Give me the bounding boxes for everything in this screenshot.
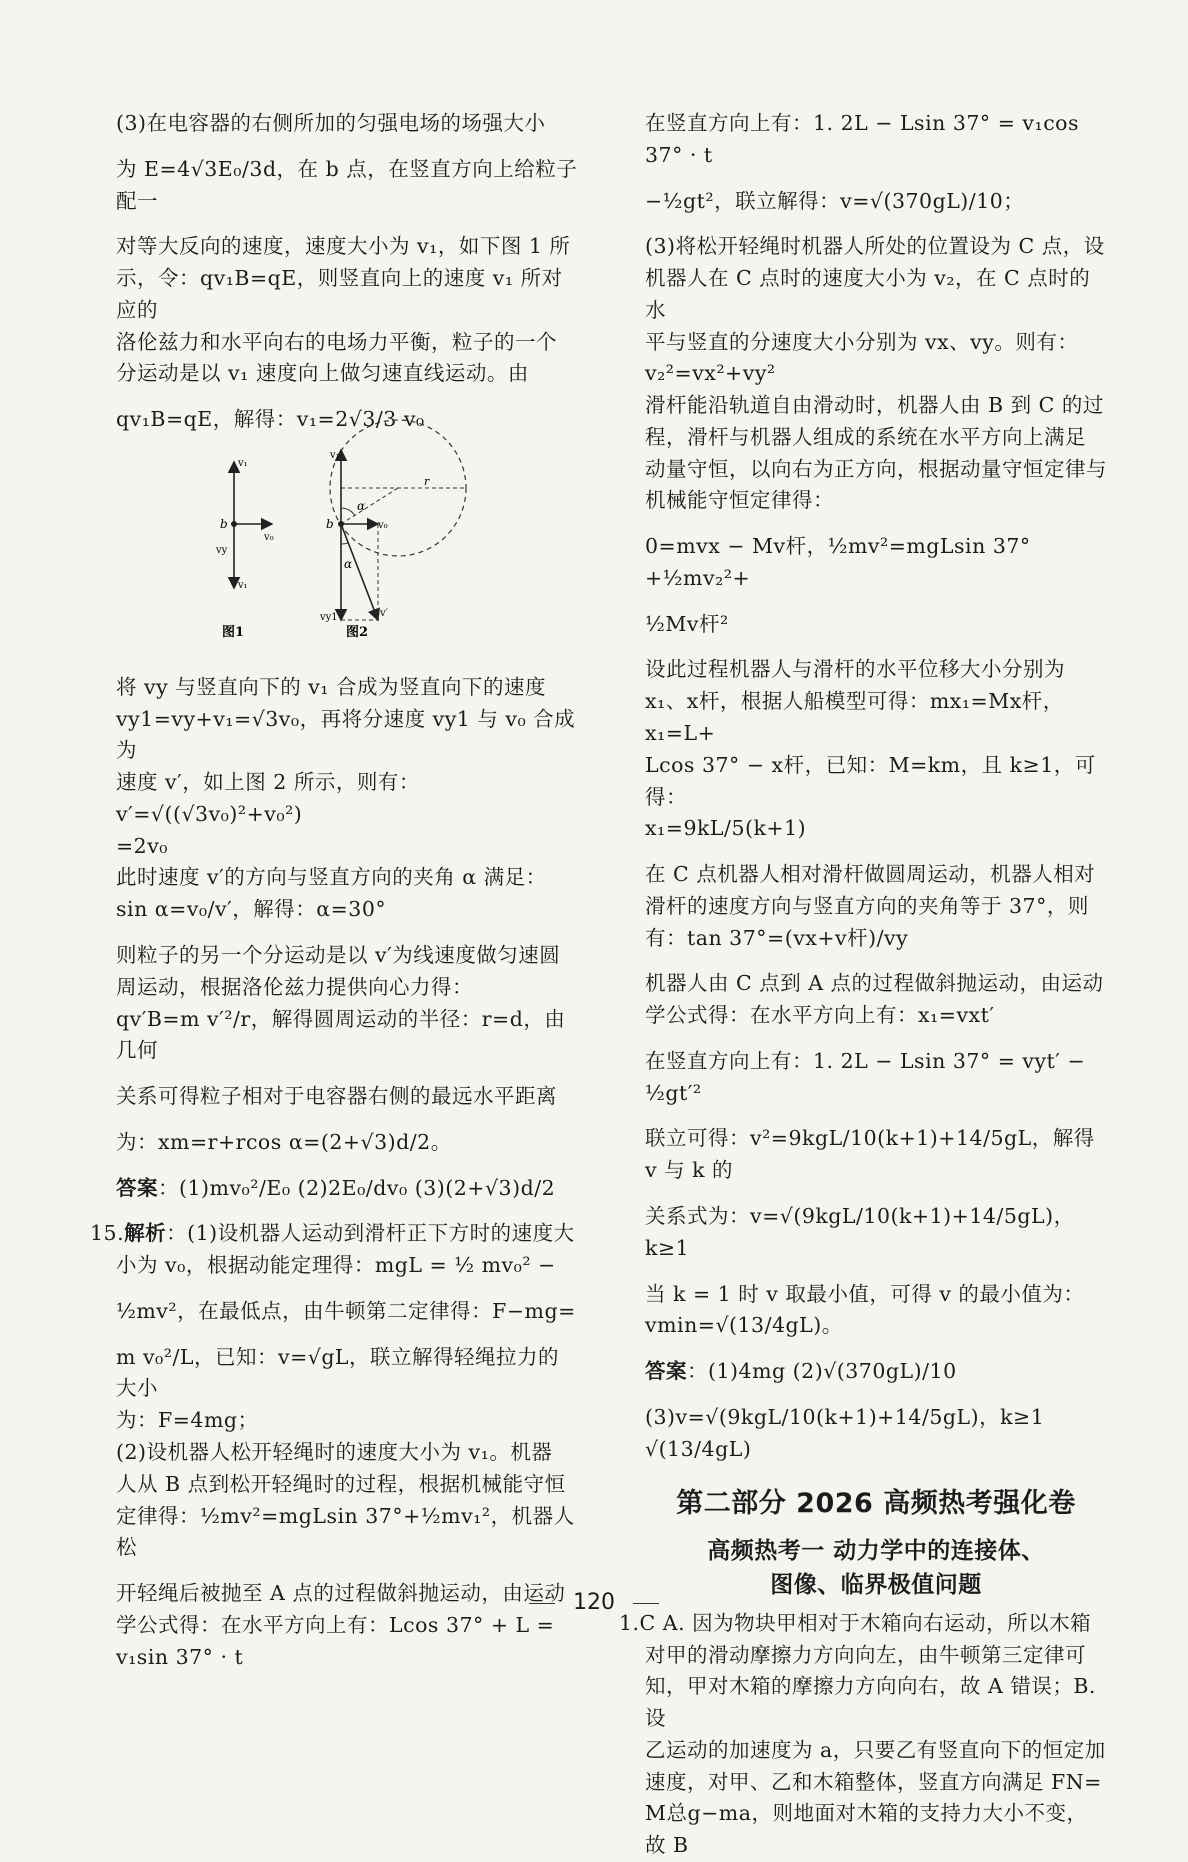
text-line: 当 k = 1 时 v 取最小值，可得 v 的最小值为： [645, 1281, 1085, 1306]
text-line: 机器人在 C 点时的速度大小为 v₂，在 C 点时的水 [645, 266, 1091, 322]
subsection-title: 图像、临界极值问题 [770, 1571, 982, 1598]
text-line: 洛伦兹力和水平向右的电场力平衡，粒子的一个 [116, 329, 557, 354]
fig1-point-b [231, 521, 237, 527]
text-line: 学公式得：在水平方向上有：x₁=vxt′ [645, 1003, 995, 1028]
text-line: 联立可得：v²=9kgL/10(k+1)+14/5gL，解得 v 与 k 的 [645, 1126, 1095, 1183]
text-line: 学公式得：在水平方向上有：Lcos 37° + L = [116, 1612, 555, 1637]
text-line: 将 vy 与竖直向下的 v₁ 合成为竖直向下的速度 [116, 674, 547, 699]
velocity-diagram [216, 448, 470, 662]
text-line: qv′B=m v′²/r，解得圆周运动的半径：r=d，由几何 [116, 1006, 566, 1063]
fig2-label-vy1: vy1 [320, 611, 338, 623]
page-number-text: 120 [573, 1590, 615, 1615]
fig2-label-alpha-bottom: α [344, 556, 353, 571]
answer-text: ：(1)4mg (2)√(370gL)/10 [687, 1359, 957, 1384]
text-line: 定律得：½mv²=mgLsin 37°+½mv₁²，机器人松 [116, 1503, 575, 1560]
answer-text: ：(1)mv₀²/E₀ (2)2E₀/dv₀ (3)(2+√3)d/2 [158, 1175, 556, 1200]
text-line: 为 E=4√3E₀/3d，在 b 点，在竖直方向上给粒子配一 [116, 156, 578, 213]
text-line: (3)在电容器的右侧所加的匀强电场的场强大小 [116, 111, 546, 135]
divider [633, 1603, 659, 1604]
text-line: =2v₀ [116, 833, 169, 858]
text-line: 设此过程机器人与滑杆的水平位移大小分别为 [645, 657, 1065, 682]
text-line: 对等大反向的速度，速度大小为 v₁，如下图 1 所 [116, 234, 571, 259]
analysis-label: 解析 [124, 1221, 167, 1246]
text-line: 滑杆能沿轨道自由滑动时，机器人由 B 到 C 的过 [645, 393, 1104, 418]
text-line: 机器人由 C 点到 A 点的过程做斜抛运动，由运动 [645, 971, 1104, 996]
text-line: x₁、x杆，根据人船模型可得：mx₁=Mx杆，x₁=L+ [645, 689, 1064, 746]
fig2-radius [341, 488, 398, 524]
text-line: ½Mv杆² [645, 611, 729, 636]
text-line: v₂²=vx²+vy² [645, 361, 776, 386]
fig2-angle-arc-bottom [341, 543, 348, 544]
text-line: (2)设机器人松开轻绳时的速度大小为 v₁。机器 [116, 1439, 553, 1464]
text-line: vy1=vy+v₁=√3v₀，再将分速度 vy1 与 v₀ 合成为 [116, 706, 576, 763]
text-line: 对甲的滑动摩擦力方向向左，由牛顿第三定律可 [645, 1642, 1086, 1667]
text-line: 在竖直方向上有：1. 2L − Lsin 37° = v₁cos 37° · t [645, 111, 1080, 167]
text-line: 关系可得粒子相对于电容器右侧的最远水平距离 [116, 1084, 557, 1109]
text-line: x₁=9kL/5(k+1) [645, 816, 807, 841]
text-line: 此时速度 v′的方向与竖直方向的夹角 α 满足： [116, 865, 547, 890]
fig1-label-b: b [220, 516, 228, 531]
page-number [0, 1590, 1188, 1615]
text-line: 则粒子的另一个分运动是以 v′为线速度做匀速圆 [116, 943, 561, 968]
text-line: 周运动，根据洛伦兹力提供向心力得： [116, 974, 473, 999]
fig2-caption: 图2 [346, 624, 369, 640]
fig2-vprime-arrow [341, 524, 378, 620]
left-column [90, 108, 578, 1673]
text-line: 乙运动的加速度为 a，只要乙有竖直向下的恒定加 [645, 1737, 1106, 1762]
text-line: 在 C 点机器人相对滑杆做圆周运动，机器人相对 [645, 862, 1096, 887]
text-line: 关系式为：v=√(9kgL/10(k+1)+14/5gL)，k≥1 [645, 1203, 1075, 1260]
fig2-label-v1: v₁ [330, 449, 340, 461]
text-line: 机械能守恒定律得： [645, 488, 834, 513]
answer-label: 答案 [116, 1175, 158, 1200]
text-line: qv₁B=qE，解得：v₁=2√3/3 v₀ [116, 407, 425, 432]
text-line: ：(1)设机器人运动到滑杆正下方时的速度大 [166, 1221, 575, 1246]
text-line: 有：tan 37°=(vx+v杆)/vy [645, 925, 909, 950]
text-line: 平与竖直的分速度大小分别为 vx、vy。则有： [645, 329, 1079, 354]
fig2-label-alpha-top: α [357, 498, 366, 513]
text-line: 为：xm=r+rcos α=(2+√3)d/2。 [116, 1129, 452, 1154]
question-15-line [90, 1218, 578, 1250]
answer-line-3: (3)v=√(9kgL/10(k+1)+14/5gL)，k≥1 √(13/4gL) [645, 1404, 1045, 1461]
fig2-label-vprime: v′ [380, 607, 388, 619]
fig2-angle-arc-top [341, 508, 355, 516]
text-line: 在竖直方向上有：1. 2L − Lsin 37° = vyt′ − ½gt′² [645, 1048, 1086, 1105]
divider [529, 1603, 555, 1604]
fig1-label-v1-bottom: v₁ [238, 579, 248, 591]
text-line: Lcos 37° − x杆，已知：M=km，且 k≥1，可得： [645, 752, 1096, 809]
text-line: 小为 v₀，根据动能定理得：mgL = ½ mv₀² − [116, 1253, 556, 1278]
text-line: 为：F=4mg； [116, 1408, 259, 1433]
text-line: sin α=v₀/v′，解得：α=30° [116, 897, 387, 922]
text-line: 0=mvx − Mv杆，½mv²=mgLsin 37°+½mv₂²+ [645, 534, 1031, 590]
text-line: v₁sin 37° · t [116, 1644, 244, 1669]
text-line: 1.C A. 因为物块甲相对于木箱向右运动，所以木箱 [619, 1610, 1092, 1635]
fig2-label-v0: v₀ [378, 519, 388, 531]
answer-line [645, 1356, 1107, 1388]
fig1-label-vy: vy [216, 544, 228, 556]
subsection-title: 高频热考一 动力学中的连接体、 [707, 1538, 1045, 1565]
text-line: M总g−ma，则地面对木箱的支持力大小不变，故 B [645, 1801, 1088, 1858]
fig2-label-b: b [326, 516, 334, 531]
text-line: −½gt²，联立解得：v=√(370gL)/10； [645, 188, 1025, 213]
text-line: ½mv²，在最低点，由牛顿第二定律得：F−mg= [116, 1298, 576, 1323]
text-line: 开轻绳后被抛至 A 点的过程做斜抛运动，由运动 [116, 1581, 566, 1606]
text-line: 人从 B 点到松开轻绳时的过程，根据机械能守恒 [116, 1471, 566, 1496]
text-line: 程，滑杆与机器人组成的系统在水平方向上满足 [645, 424, 1086, 449]
text-line: 示，令：qv₁B=qE，则竖直向上的速度 v₁ 所对应的 [116, 266, 563, 322]
text-line: (3)将松开轻绳时机器人所处的位置设为 C 点，设 [645, 234, 1105, 259]
answer-line [116, 1173, 578, 1205]
text-line: 滑杆的速度方向与竖直方向的夹角等于 37°，则 [645, 893, 1089, 918]
text-line: 速度，对甲、乙和木箱整体，竖直方向满足 FN= [645, 1769, 1102, 1794]
fig2-point-b [338, 521, 344, 527]
fig1-label-v0: v₀ [264, 531, 274, 543]
text-line: 分运动是以 v₁ 速度向上做匀速直线运动。由 [116, 361, 529, 386]
text-line: 知，甲对木箱的摩擦力方向向右，故 A 错误；B. 设 [645, 1674, 1096, 1731]
text-line: 速度 v′，如上图 2 所示，则有：v′=√((√3v₀)²+v₀²) [116, 770, 420, 826]
text-line: 动量守恒，以向右为正方向，根据动量守恒定律与 [645, 456, 1107, 481]
answer-label: 答案 [645, 1359, 687, 1384]
question-number: 15. [90, 1221, 125, 1246]
fig1-caption: 图1 [222, 624, 245, 640]
text-line: m v₀²/L，已知：v=√gL，联立解得轻绳拉力的大小 [116, 1344, 560, 1401]
fig1-label-v1-top: v₁ [238, 457, 248, 469]
text-line: vmin=√(13/4gL)。 [645, 1313, 843, 1338]
fig2-label-r: r [424, 474, 430, 488]
section-title: 第二部分 2026 高频热考强化卷 [676, 1488, 1076, 1520]
